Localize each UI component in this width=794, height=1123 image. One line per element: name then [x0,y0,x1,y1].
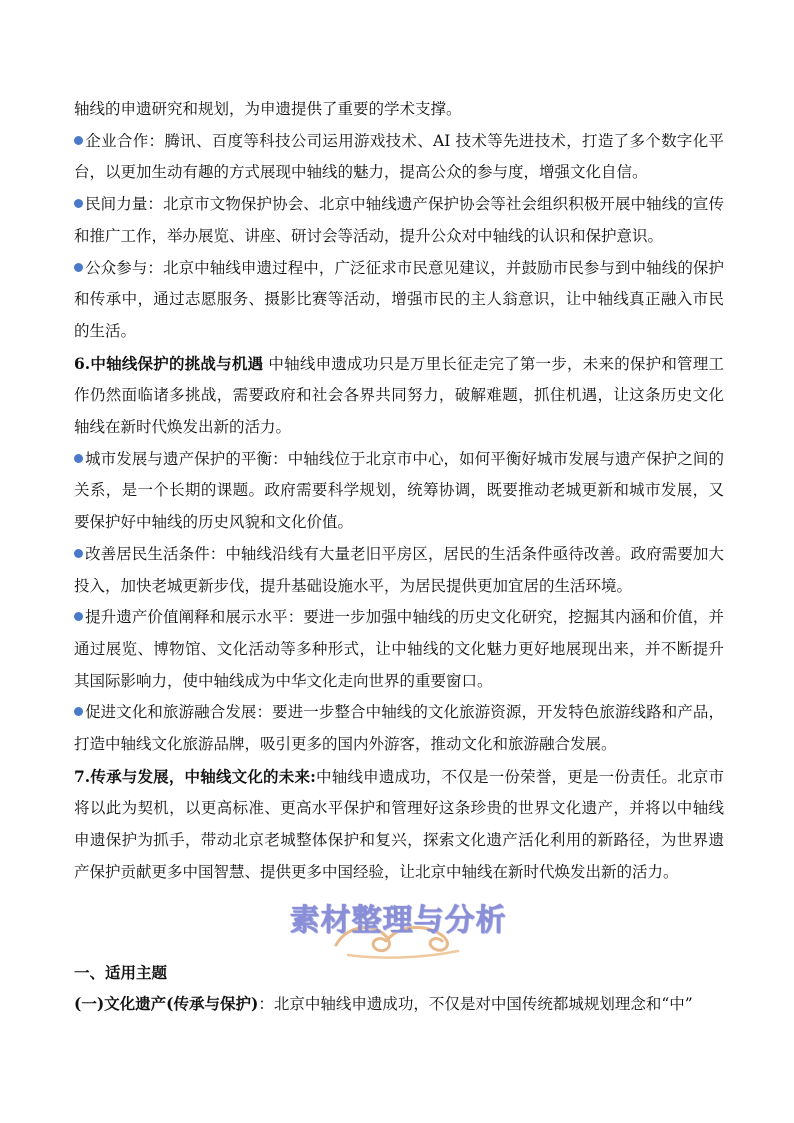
bullet-paragraph [74,539,724,602]
bullet-paragraph [74,697,724,760]
body-text [74,94,724,889]
paragraph-text: 改善居民生活条件：中轴线沿线有大量老旧平房区，居民的生活条件亟待改善。政府需要加大投入，加快老城更新步伐，提升基础设施水平，为居民提供更加宜居的生活环境。 [74,544,724,595]
subsection-text: ：北京中轴线申遗成功，不仅是对中国传统都城规划理念和“中” [258,995,693,1013]
subsection-lead: (一)文化遗产(传承与保护) [74,994,259,1013]
paragraph-text: 企业合作：腾讯、百度等科技公司运用游戏技术、AI 技术等先进技术，打造了多个数字化平台，以更加生动有趣的方式展现中轴线的魅力，提高公众的参与度，增强文化自信。 [74,131,724,182]
paragraph-lead: 7.传承与发展，中轴线文化的未来: [74,766,316,786]
bullet-paragraph [74,253,724,348]
subsection-paragraph [74,988,724,1020]
paragraph-text: 城市发展与遗产保护的平衡：中轴线位于北京市中心，如何平衡好城市发展与遗产保护之间的关系，是一个长期的课题。政府需要科学规划，统筹协调，既要推动老城更新和城市发展，又要保护好中轴线的历史风貌和文化价值。 [74,449,724,532]
paragraph-text: 中轴线申遗成功，不仅是一份荣誉，更是一份责任。北京市将以此为契机，以更高标准、更高水平保护和管理好这条珍贵的世界文化遗产，并将以中轴线申遗保护为抓手，带动北京老城整体保护和复兴，探索文化遗产活化利用的新路径，为世界遗产保护贡献更多中国智慧、提供更多中国经验，让北京中轴线在新时代焕发出新的活力。 [74,767,724,881]
paragraph-text: 公众参与：北京中轴线申遗过程中，广泛征求市民意见建议，并鼓励市民参与到中轴线的保护和传承中，通过志愿服务、摄影比赛等活动，增强市民的主人翁意识，让中轴线真正融入市民的生活。 [74,258,724,340]
bullet-paragraph [74,126,724,189]
bullet-paragraph [74,189,724,252]
bullet-dot-icon [74,612,83,621]
bullet-dot-icon [74,199,83,208]
paragraph-text: 提升遗产价值阐释和展示水平：要进一步加强中轴线的历史文化研究，挖掘其内涵和价值，并通过展览、博物馆、文化活动等多种形式，让中轴线的文化魅力更好地展现出来，并不断提升其国际影响力，使中轴线成为中华文化走向世界的重要窗口。 [74,608,724,690]
bullet-dot-icon [74,707,83,716]
numbered-paragraph [74,348,724,444]
bullet-dot-icon [74,454,83,463]
section-heading: 一、适用主题 [74,963,168,982]
topic-section [74,957,724,1020]
bullet-paragraph [74,602,724,697]
bullet-dot-icon [74,136,83,145]
paragraph-text: 中轴线申遗成功只是万里长征走完了第一步，未来的保护和管理工作仍然面临诸多挑战，需要政府和社会各界共同努力，破解难题，抓住机遇，让这条历史文化轴线在新时代焕发出新的活力。 [74,354,724,437]
bullet-dot-icon [74,549,83,558]
paragraph-text: 民间力量：北京市文物保护协会、北京中轴线遗产保护协会等社会组织积极开展中轴线的宣传和推广工作，举办展览、讲座、研讨会等活动，提升公众对中轴线的认识和保护意识。 [74,195,724,245]
paragraph-lead: 6.中轴线保护的挑战与机遇 [74,353,264,373]
bullet-dot-icon [74,263,83,272]
section-banner [248,893,548,963]
paragraph-text: 轴线的申遗研究和规划，为申遗提供了重要的学术支撑。 [74,100,462,118]
paragraph-text: 促进文化和旅游融合发展：要进一步整合中轴线的文化旅游资源，开发特色旅游线路和产品，打造中轴线文化旅游品牌，吸引更多的国内外游客，推动文化和旅游融合发展。 [74,703,724,754]
banner-title: 素材整理与分析 [289,903,507,938]
numbered-paragraph [74,761,724,889]
bullet-paragraph [74,444,724,539]
paragraph [74,94,724,126]
